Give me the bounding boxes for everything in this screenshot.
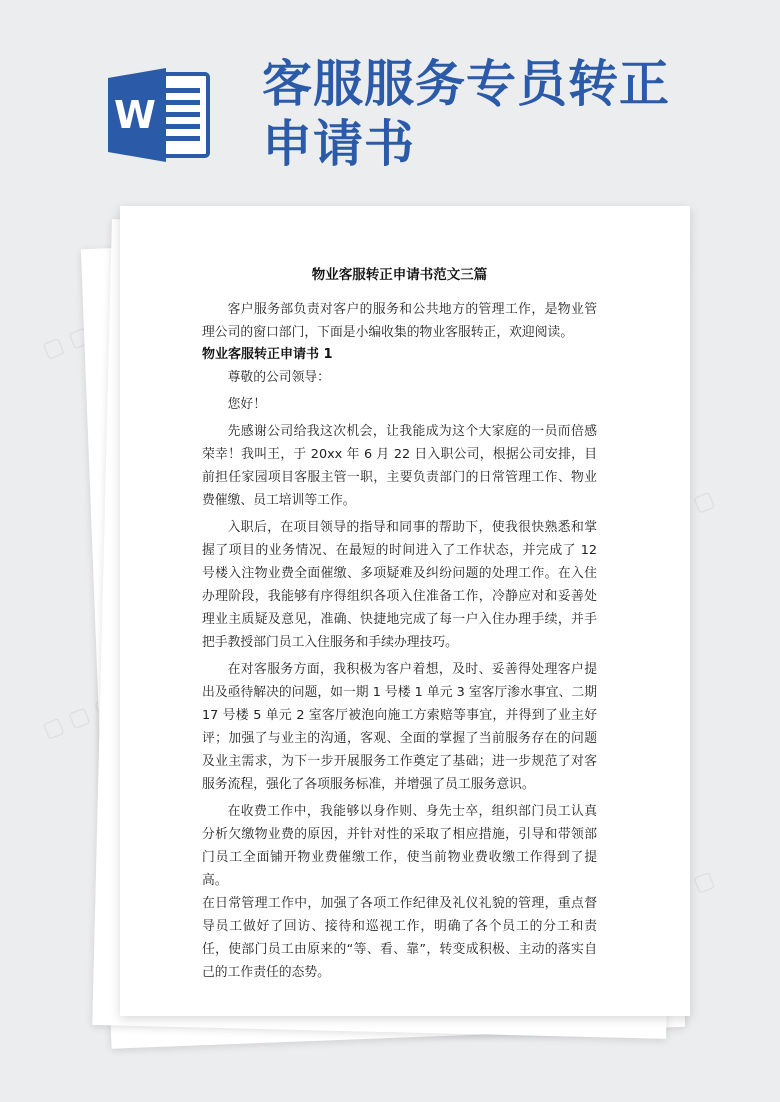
watermark-decoration: ▢ ▢ ▢ ▢ bbox=[39, 681, 146, 744]
banner-title-line-1: 客服服务专员转正 bbox=[262, 55, 670, 113]
banner-title bbox=[262, 54, 762, 174]
section-heading: 物业客服转正申请书 1 bbox=[202, 347, 333, 362]
watermark-decoration: ▢ bbox=[689, 486, 719, 518]
body-paragraph: 入职后，在项目领导的指导和同事的帮助下，使我很快熟悉和掌握了项目的业务情况、在最短的时间进入了工作状态，并完成了 12 号楼入注物业费全面催缴、多项疑难及纠纷问题的处理工作。在入住办理阶段，我能够有序得组织各项入住准备工作，冷静应对和妥善处理业主质疑及意见，准确、快捷地完成了每一户入住办理手续，并手把手教授部门员工入住服务和手续办理技巧。 bbox=[202, 520, 597, 650]
body-paragraph: 在对客服务方面，我积极为客户着想，及时、妥善得处理客户提出及亟待解决的问题，如一期 1 号楼 1 单元 3 室客厅渗水事宜、二期 17 号楼 5 单元 2 室客厅被泡向施工方索赔等事宜，并得到了业主好评；加强了与业主的沟通，客观、全面的掌握了当前服务存在的问题及业主需求，为下一步开展服务工作奠定了基础；进一步规范了对客服务流程，强化了各项服务标准，并增强了员工服务意识。 bbox=[202, 662, 597, 792]
logo-letter: W bbox=[114, 93, 156, 137]
closing-paragraph: 在日常管理工作中，加强了各项工作纪律及礼仪礼貌的管理，重点督导员工做好了回访、接待和巡视工作，明确了各个员工的分工和责任，使部门员工由原来的“等、看、靠”，转变成积极、主动的落实自己的工作责任的态势。 bbox=[202, 896, 597, 980]
body-paragraph: 先感谢公司给我这次机会，让我能成为这个大家庭的一员而倍感荣幸！我叫王，于 20xx 年 6 月 22 日入职公司，根据公司安排，目前担任家园项目客服主管一职，主要负责部门的日常管理工作、物业费催缴、员工培训等工作。 bbox=[202, 424, 597, 508]
salutation: 尊敬的公司领导： bbox=[227, 370, 330, 385]
watermark-decoration: ▢ bbox=[689, 866, 719, 898]
intro-paragraph: 客户服务部负责对客户的服务和公共地方的管理工作，是物业管理公司的窗口部门，下面是小编收集的物业客服转正，欢迎阅读。 bbox=[202, 302, 597, 340]
watermark-decoration: ▢ ▢ bbox=[39, 322, 94, 364]
body-paragraph: 在收费工作中，我能够以身作则、身先士卒，组织部门员工认真分析欠缴物业费的原因，并针对性的采取了相应措施，引导和带领部门员工全面铺开物业费催缴工作，使当前物业费收缴工作得到了提高。 bbox=[202, 804, 597, 888]
banner-title-line-2: 申请书 bbox=[262, 115, 415, 173]
document-body bbox=[202, 264, 597, 984]
word-document-icon bbox=[108, 68, 210, 162]
greeting: 您好！ bbox=[227, 397, 266, 412]
document-title: 物业客服转正申请书范文三篇 bbox=[311, 267, 488, 283]
